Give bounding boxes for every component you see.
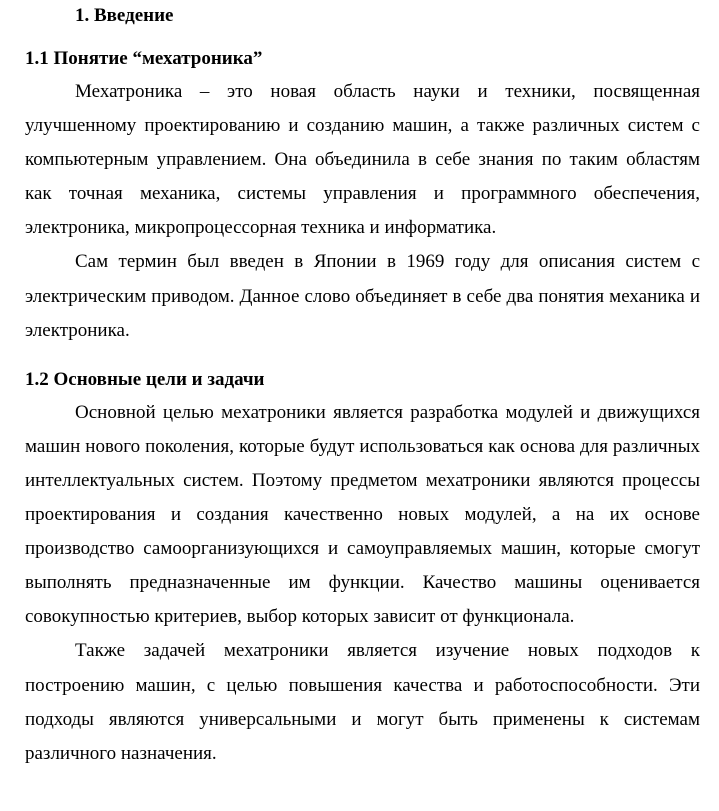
paragraph-1-1-a: Мехатроника – это новая область науки и техники, посвященная улучшенному проектированию и созданию машин, а также различных систем с компьютерным управлением. Она объединила в себе знания по таким областям как точная механика, системы управления и программного обеспечения, электроника, микропроцессорная техника и информатика. — [25, 81, 700, 239]
section-heading-1-1: 1.1 Понятие “мехатроника” — [25, 48, 263, 69]
paragraph-1-2-a: Основной целью мехатроники является разработка модулей и движущихся машин нового поколения, которые будут использоваться как основа для различных интеллектуальных систем. Поэтому предметом мехатроники являются процессы проектирования и создания качественно новых модулей, а на их основе производство самоорганизующихся и самоуправляемых машин, которые смогут выполнять предназначенные им функции. Качество машины оценивается совокупностью критериев, выбор которых зависит от функционала. — [25, 401, 700, 628]
paragraph-1-2-b: Также задачей мехатроники является изучение новых подходов к построению машин, с целью повышения качества и работоспособности. Эти подходы являются универсальными и могут быть применены к системам различного назначения. — [25, 640, 700, 764]
section-heading-1-2: 1.2 Основные цели и задачи — [25, 368, 265, 390]
paragraph-1-1-b: Сам термин был введен в Японии в 1969 году для описания систем с электрическим приводом. Данное слово объединяет в себе два понятия механика и электроника. — [25, 251, 700, 341]
chapter-heading: 1. Введение — [75, 5, 174, 26]
